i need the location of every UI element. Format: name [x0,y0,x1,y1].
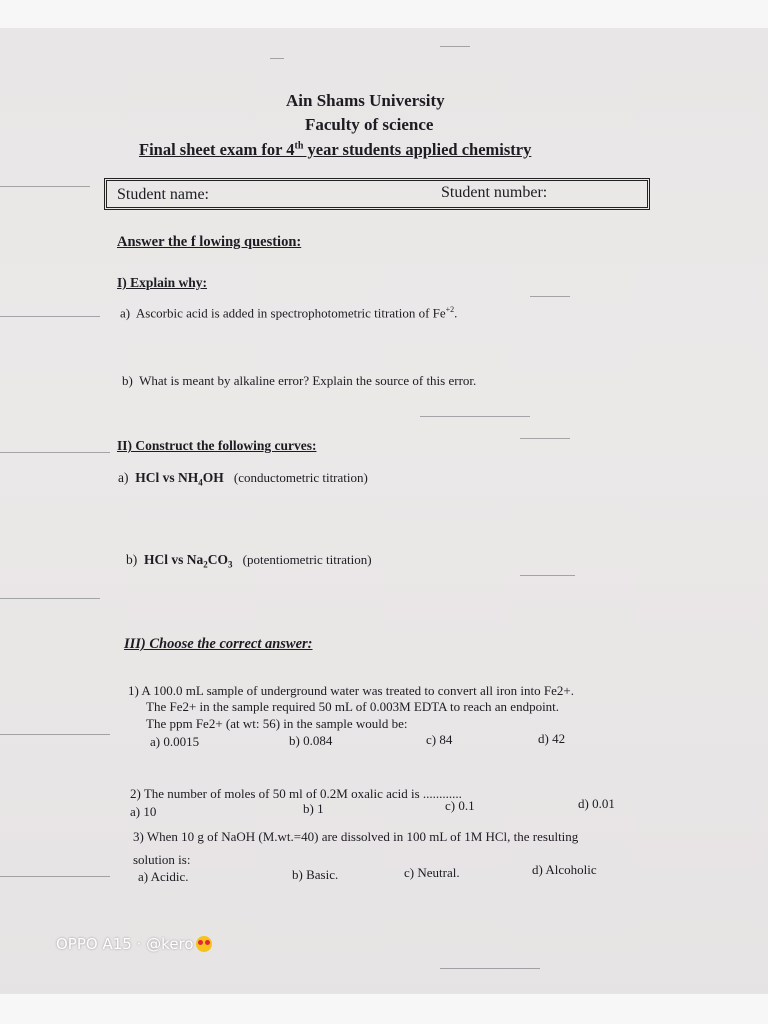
exam-title [139,140,531,160]
item-b-method: (potentiometric titration) [242,552,372,567]
stray-mark [0,876,110,877]
mcq-2-line-1: 2) The number of moles of 50 ml of 0.2M oxalic acid is ............ [130,786,462,801]
student-number-label: Student number: [441,184,548,201]
formula-part: HCl vs NH [135,470,199,485]
section-1-heading: I) Explain why: [117,275,208,290]
mcq-2-option-c: c) 0.1 [445,798,475,813]
stray-mark [440,46,470,47]
stray-mark [520,438,570,439]
item-b-formula [144,552,233,570]
stray-mark [0,734,110,735]
star-eyes-emoji-icon [196,936,212,952]
stray-mark [0,598,100,599]
formula-part: OH [202,470,224,485]
stray-mark [0,316,100,317]
formula-part: HCl vs Na [144,552,204,567]
university-name: Ain Shams University [286,91,445,110]
section-1-question-b [122,373,476,389]
stray-mark [440,968,540,969]
question-b-text: What is meant by alkaline error? Explain the source of this error. [139,373,477,388]
exam-title-prefix: Final sheet exam for 4 [139,140,295,159]
stray-mark [420,416,530,417]
question-a-sup: +2 [445,305,455,314]
formula-subscript: 4 [198,477,203,488]
section-2-item-a [118,470,368,488]
mcq-3-option-a: a) Acidic. [138,869,189,884]
question-a-label: a) [120,305,131,321]
faculty-name: Faculty of science [305,115,434,134]
mcq-3-option-c: c) Neutral. [404,865,460,880]
question-a-text: Ascorbic acid is added in spectrophotometric titration of Fe [135,305,446,321]
top-border [0,0,768,28]
mcq-3-line-2: solution is: [133,852,191,867]
section-1-question-a [120,305,457,321]
mcq-2-option-d: d) 0.01 [578,796,615,811]
bottom-border [0,994,768,1024]
section-3-heading: III) Choose the correct answer: [124,636,313,652]
watermark-user: @kero [146,935,194,953]
formula-subscript: 3 [228,559,233,570]
mcq-1-option-b: b) 0.084 [289,733,333,748]
mcq-3-option-b: b) Basic. [292,867,339,882]
question-b-label: b) [122,373,133,388]
mcq-1-option-c: c) 84 [426,732,453,747]
section-2-heading: II) Construct the following curves: [117,438,317,453]
mcq-3-option-d: d) Alcoholic [532,862,597,877]
watermark-device: OPPO A15 [56,935,132,953]
mcq-2-option-a: a) 10 [130,804,157,819]
stray-mark [270,58,284,59]
stray-mark [0,452,110,453]
mcq-1-line-1: 1) A 100.0 mL sample of underground water was treated to convert all iron into Fe2+. [128,683,574,698]
stray-mark [0,186,90,187]
item-a-formula [135,470,224,488]
item-b-label: b) [126,552,138,567]
mcq-1-line-2: The Fe2+ in the sample required 50 mL of 0.003M EDTA to reach an endpoint. [146,699,560,714]
instructions: Answer the f lowing question: [117,234,302,250]
mcq-1-line-3: The ppm Fe2+ (at wt: 56) in the sample would be: [146,716,408,731]
mcq-1-option-a: a) 0.0015 [150,734,200,749]
camera-watermark [56,935,212,953]
formula-subscript: 2 [203,559,208,570]
stray-mark [530,296,570,297]
section-2-item-b [126,552,372,570]
question-a-end: . [454,305,458,321]
item-a-method: (conductometric titration) [233,470,368,485]
formula-part: CO [207,552,229,567]
exam-title-sup: th [294,140,304,152]
stray-mark [520,575,575,576]
watermark-separator: · [136,935,142,953]
mcq-1-option-d: d) 42 [538,731,566,746]
student-info-box [104,178,650,210]
exam-title-suffix: year students applied chemistry [303,140,532,159]
mcq-2-option-b: b) 1 [303,801,324,816]
mcq-3-line-1: 3) When 10 g of NaOH (M.wt.=40) are dissolved in 100 mL of 1M HCl, the resulting [133,829,579,844]
item-a-label: a) [118,470,129,485]
student-name-label: Student name: [117,186,209,203]
